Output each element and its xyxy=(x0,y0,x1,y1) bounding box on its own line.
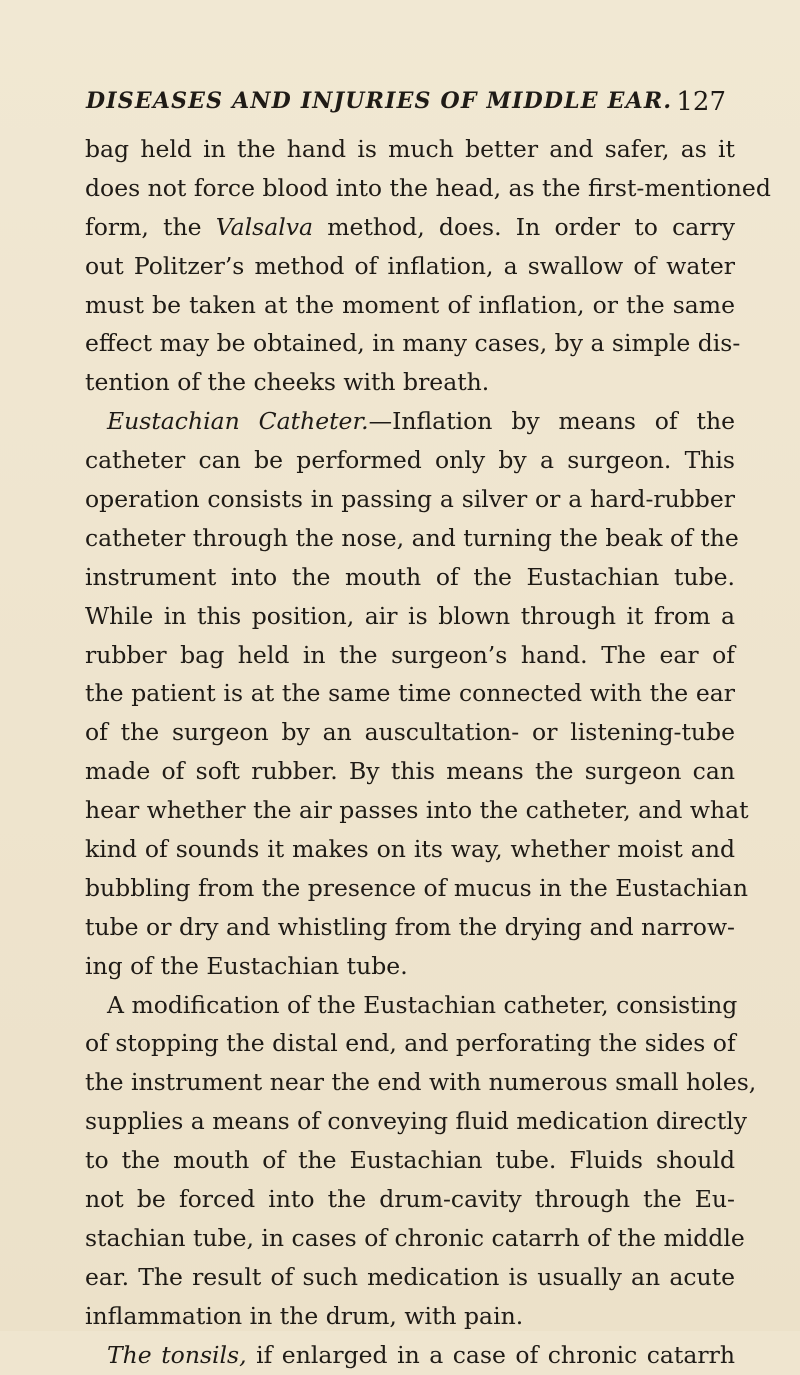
text-line: made of soft rubber. By this means the surgeon can xyxy=(85,757,735,786)
text-line: The tonsils, if enlarged in a case of chronic catarrh xyxy=(107,1340,735,1369)
text-line: A modification of the Eustachian catheter, consisting xyxy=(107,990,738,1019)
text-line: ear. The result of such medication is usually an acute xyxy=(85,1262,735,1291)
text-line: out Politzer’s method of inflation, a swallow of water xyxy=(85,251,735,280)
italic-term: Valsalva xyxy=(215,212,314,241)
text-line: to the mouth of the Eustachian tube. Fluids should xyxy=(85,1146,735,1175)
text-line: catheter through the nose, and turning the beak of the xyxy=(85,523,739,552)
text-line: tention of the cheeks with breath. xyxy=(85,368,490,397)
page-header xyxy=(86,88,726,124)
text-line: tube or dry and whistling from the drying and narrow- xyxy=(85,912,735,941)
text-line: of the surgeon by an auscultation- or listening-tube xyxy=(85,718,735,747)
section-heading: The tonsils, xyxy=(107,1340,247,1369)
text-line: catheter can be performed only by a surgeon. This xyxy=(85,446,735,475)
text-line: kind of sounds it makes on its way, whether moist and xyxy=(85,835,735,864)
text-line: instrument into the mouth of the Eustachian tube. xyxy=(85,562,735,591)
section-heading: Eustachian Catheter. xyxy=(107,407,369,436)
text-line: operation consists in passing a silver or a hard-rubber xyxy=(85,485,735,514)
text-line: bag held in the hand is much better and safer, as it xyxy=(85,135,735,163)
text-line: Eustachian Catheter.—Inflation by means of the xyxy=(107,407,735,436)
text-line: must be taken at the moment of inflation, or the same xyxy=(85,290,735,319)
body-text xyxy=(85,130,771,1375)
text-line: While in this position, air is blown through it from a xyxy=(85,601,735,630)
text-line: the instrument near the end with numerous small holes, xyxy=(85,1068,757,1097)
text-line: rubber bag held in the surgeon’s hand. The ear of xyxy=(85,640,735,669)
text-line: does not force blood into the head, as the first-mentioned xyxy=(85,173,771,202)
text-line: ing of the Eustachian tube. xyxy=(85,951,408,980)
text-line: bubbling from the presence of mucus in the Eustachian xyxy=(85,873,748,902)
text-line: inflammation in the drum, with pain. xyxy=(85,1301,524,1330)
text-line: stachian tube, in cases of chronic catarrh of the middle xyxy=(85,1223,745,1252)
text-line: hear whether the air passes into the catheter, and what xyxy=(85,796,749,825)
text-line: of stopping the distal end, and perforating the sides of xyxy=(85,1029,736,1058)
text-line: not be forced into the drum-cavity through the Eu- xyxy=(85,1185,735,1214)
page-number: 127 xyxy=(676,87,726,117)
text-line: the patient is at the same time connected with the ear xyxy=(85,679,735,708)
running-head: DISEASES AND INJURIES OF MIDDLE EAR. xyxy=(86,88,673,114)
text-line: supplies a means of conveying fluid medication directly xyxy=(85,1107,748,1136)
text-line: effect may be obtained, in many cases, by a simple dis- xyxy=(85,329,741,358)
text-line: form, the Valsalva method, does. In order to carry xyxy=(85,212,735,241)
